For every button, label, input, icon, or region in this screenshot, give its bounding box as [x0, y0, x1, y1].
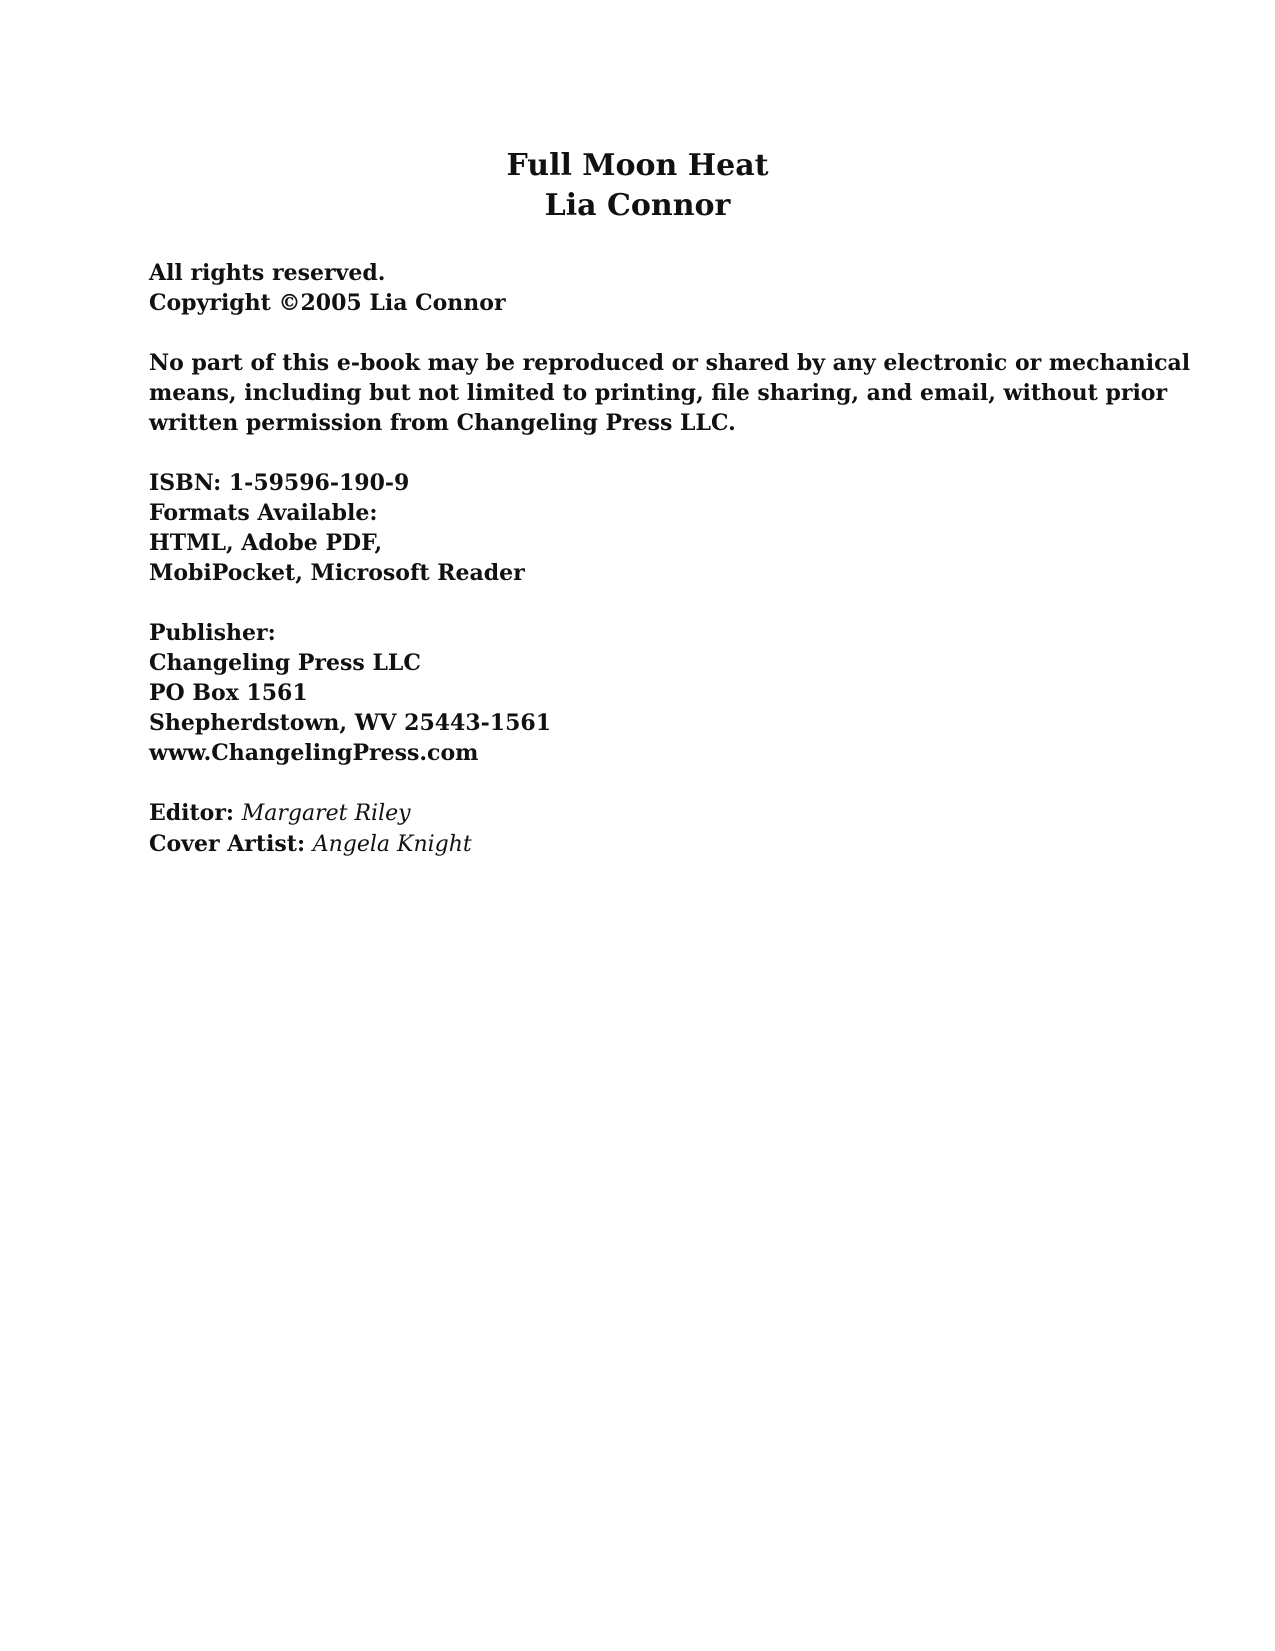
formats-line-1: HTML, Adobe PDF, [149, 530, 383, 556]
publisher-name: Changeling Press LLC [149, 650, 421, 676]
editor-name: Margaret Riley [241, 801, 411, 826]
cover-artist-label: Cover Artist: [149, 831, 306, 857]
author-name: Lia Connor [544, 188, 731, 223]
reproduction-notice [149, 348, 1191, 438]
title-block [0, 146, 1275, 226]
notice-line-1: No part of this e-book may be reproduced or shared by any electronic or mechanical [149, 350, 1191, 376]
publisher-label: Publisher: [149, 620, 276, 646]
notice-line-2: means, including but not limited to printing, file sharing, and email, without prior [149, 380, 1168, 406]
publisher-address-2: Shepherdstown, WV 25443-1561 [149, 710, 552, 736]
rights-section [149, 258, 1149, 318]
isbn: ISBN: 1-59596-190-9 [149, 470, 410, 496]
cover-artist-name: Angela Knight [312, 832, 472, 857]
formats-line-2: MobiPocket, Microsoft Reader [149, 560, 525, 586]
cover-artist-credit [149, 829, 1149, 860]
notice-line-3: written permission from Changeling Press LLC. [149, 410, 736, 436]
publisher-address-1: PO Box 1561 [149, 680, 308, 706]
editor-credit [149, 798, 1149, 829]
rights-reserved: All rights reserved. [149, 260, 386, 286]
publisher-info [149, 618, 1149, 768]
product-info [149, 468, 1149, 588]
editor-label: Editor: [149, 800, 235, 826]
copyright-line: Copyright ©2005 Lia Connor [149, 290, 506, 316]
copyright-body [149, 258, 1191, 890]
formats-label: Formats Available: [149, 500, 378, 526]
book-title: Full Moon Heat [506, 148, 769, 183]
credits [149, 798, 1149, 860]
publisher-website: www.ChangelingPress.com [149, 740, 479, 766]
